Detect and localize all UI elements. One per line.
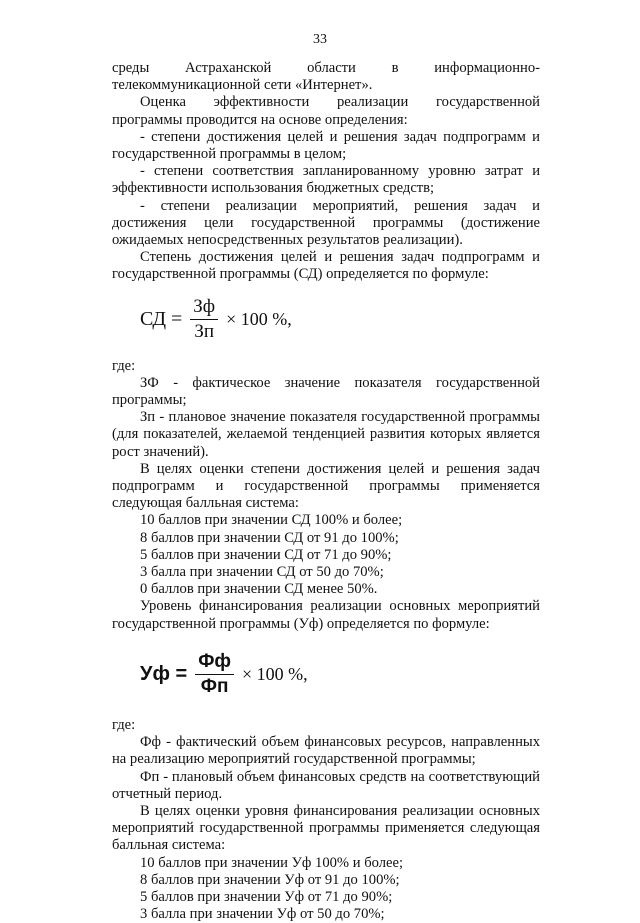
formula-sd-lhs: СД = [140,308,183,331]
scale-item: 3 балла при значении Уф от 50 до 70%; [140,906,385,923]
scale-item: 5 баллов при значении Уф от 71 до 90%; [140,888,393,905]
paragraph-scale1-intro: В целях оценки степени достижения целей и решения задач подпрограмм и государственной программы применяется следующая балльная система: [112,460,540,512]
formula-uf-numerator: Фф [198,651,232,673]
paragraph-uf-intro: Уровень финансирования реализации основных мероприятий государственной программы (Уф) определяется по формуле: [112,598,540,632]
where-label: где: [112,716,136,733]
scale-item: 8 баллов при значении Уф от 91 до 100%; [140,871,400,888]
definition-zf: ЗФ - фактическое значение показателя государственной программы; [112,374,540,409]
scale-list-sd [140,512,540,598]
formula-sd-denominator: Зп [194,321,215,343]
paragraph-sd-intro: Степень достижения целей и решения задач подпрограмм и государственной программы (СД) определяется по формуле: [112,249,540,283]
formula-uf-fraction [195,650,234,699]
scale-item: 8 баллов при значении СД от 91 до 100%; [140,529,399,546]
where-label: где: [112,357,136,374]
criteria-item: - степени соответствия запланированному уровню затрат и эффективности использования бюджетных средств; [112,163,540,197]
definition-fp: Фп - плановый объем финансовых средств на соответствующий отчетный период. [112,768,540,802]
formula-sd [140,290,540,350]
paragraph-scale2-intro: В целях оценки уровня финансирования реализации основных мероприятий государственной программы применяется следующая балльная система: [112,802,540,854]
scale-item: 5 баллов при значении СД от 71 до 90%; [140,546,392,563]
criteria-item: - степени достижения целей и решения задач подпрограмм и государственной программы в целом; [112,128,540,163]
scale-list-uf [140,855,540,923]
formula-uf [140,643,540,707]
formula-uf-denominator: Фп [200,676,229,698]
criteria-item: - степени реализации мероприятий, решения задач и достижения цели государственной программы (достижение ожидаемых непосредственных результатов реализации). [112,197,540,249]
document-body [112,60,540,923]
paragraph-evaluation-intro: Оценка эффективности реализации государственной программы проводится на основе определения: [112,94,540,128]
definition-ff: Фф - фактический объем финансовых ресурсов, направленных на реализацию мероприятий государственной программы; [112,734,540,768]
definition-zp: Зп - плановое значение показателя государственной программы (для показателей, желаемой тенденцией развития которых является рост значений). [112,409,540,460]
formula-uf-rhs: × 100 %, [242,664,308,685]
formula-uf-lhs: Уф = [140,663,188,686]
scale-item: 10 баллов при значении Уф 100% и более; [140,854,404,871]
scale-item: 3 балла при значении СД от 50 до 70%; [140,564,384,581]
paragraph-continuation: среды Астраханской области в информационно-телекоммуникационной сети «Интернет». [112,60,540,94]
scale-item: 10 баллов при значении СД 100% и более; [140,512,403,529]
formula-sd-fraction [190,295,218,344]
scale-item: 0 баллов при значении СД менее 50%. [140,581,378,598]
page-number: 33 [313,32,327,47]
formula-sd-rhs: × 100 %, [226,309,292,330]
formula-sd-numerator: Зф [193,296,216,318]
